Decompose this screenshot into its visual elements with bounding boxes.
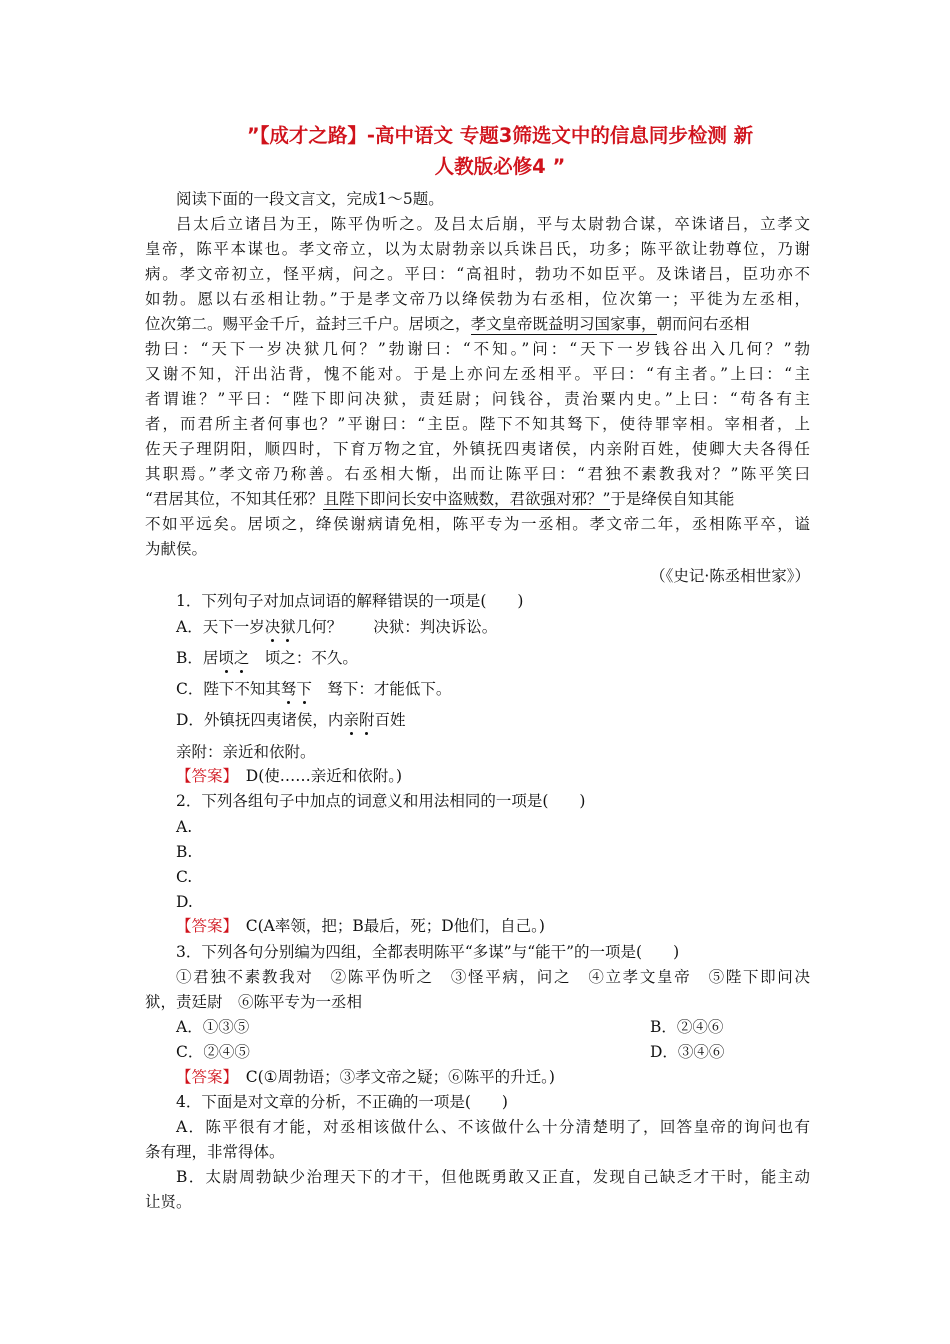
document-title-line-2: 人教版必修4 ” (434, 155, 566, 178)
question-3-items: 狱，责廷尉 ⑥陈平专为一丞相 (145, 993, 363, 1011)
question-4-option-a-cont: 条有理，非常得体。 (145, 1143, 285, 1161)
question-3-options-row (176, 1041, 810, 1063)
passage-source: （《史记·陈丞相世家》） (650, 567, 810, 585)
question-2-option-a: A. (176, 818, 193, 836)
underlined-phrase: 且陛下即问长安中盗贼数，君欲强对邪？” (323, 490, 611, 508)
question-3-stem: 3．下列各句分别编为四组，全都表明陈平“多谋”与“能干”的一项是( ) (176, 943, 680, 961)
question-1-option-d-gloss: 亲附：亲近和依附。 (176, 743, 316, 761)
option-text: D．外镇抚四夷诸侯，内 (176, 711, 344, 729)
passage-text: 朝而问右丞相 (656, 315, 750, 333)
dotted-char: 顷 (218, 649, 234, 667)
underlined-phrase: 孝文皇帝既益明习国家事， (470, 315, 657, 333)
answer-text: D(使……亲近和依附。) (230, 767, 403, 785)
question-2-answer (176, 915, 810, 937)
question-1-answer (176, 765, 810, 787)
passage-line: 为献侯。 (145, 540, 208, 558)
dotted-char: 下 (296, 680, 312, 698)
answer-text: C(A率领，把；B最后，死；D他们，自己。) (230, 917, 545, 935)
passage-line (145, 488, 810, 510)
option-text: 几何？ 决狱：判决诉讼。 (295, 618, 498, 636)
passage-line: 不如平远矣。居顷之，绛侯谢病请免相，陈平专为一丞相。孝文帝二年，丞相陈平卒，谥 (145, 515, 810, 533)
question-1-option-d (176, 709, 810, 731)
question-2-option-b: B. (176, 843, 193, 861)
dotted-char: 之 (233, 649, 250, 667)
question-3-items: ①君独不素教我对 ②陈平伪听之 ③怪平病，问之 ④立孝文皇帝 ⑤陛下即问决 (176, 968, 810, 986)
answer-tag: 【答案】 (176, 1068, 231, 1086)
dotted-char: 驽 (280, 680, 297, 698)
answer-tag: 【答案】 (176, 917, 231, 935)
question-2-option-d: D. (176, 893, 193, 911)
passage-line: 又谢不知，汗出沾背，愧不能对。于是上亦问左丞相平。平曰：“有主者。”上曰：“主 (145, 365, 810, 383)
question-2-option-c: C. (176, 868, 193, 886)
answer-text: C(①周勃语；③孝文帝之疑；⑥陈平的升迁。) (230, 1068, 555, 1086)
dotted-char: 亲 (343, 711, 359, 729)
question-4-stem: 4．下面是对文章的分析，不正确的一项是( ) (176, 1093, 508, 1111)
question-1-option-c (176, 678, 810, 700)
question-1-stem: 1．下列句子对加点词语的解释错误的一项是( ) (176, 592, 524, 610)
question-3-options-row (176, 1016, 810, 1038)
question-3-answer (176, 1066, 810, 1088)
question-3-option-b: B．②④⑥ (650, 1018, 724, 1036)
passage-line: 其职焉。”孝文帝乃称善。右丞相大惭，出而让陈平曰：“君独不素教我对？”陈平笑曰 (145, 465, 810, 483)
passage-text: 于是绛侯自知其能 (610, 490, 735, 508)
passage-text: “君居其位，不知其任邪？ (145, 490, 324, 508)
question-3-option-a: A．①③⑤ (176, 1018, 250, 1036)
option-text: 百姓 (374, 711, 406, 729)
question-2-stem: 2．下列各组句子中加点的词意义和用法相同的一项是( ) (176, 792, 586, 810)
option-text: A．天下一岁 (176, 618, 265, 636)
document-title-line-1: ”【成才之路】-高中语文 专题3筛选文中的信息同步检测 新 (246, 124, 754, 147)
dotted-char: 狱 (280, 618, 296, 636)
passage-line: 吕太后立诸吕为王，陈平伪听之。及吕太后崩，平与太尉勃合谋，卒诛诸吕，立孝文 (176, 215, 810, 233)
question-3-option-c: C．②④⑤ (176, 1043, 250, 1061)
question-1-option-a (176, 616, 810, 638)
passage-line: 者，而君所主者何事也？”平谢曰：“主臣。陛下不知其驽下，使待罪宰相。宰相者，上 (145, 415, 810, 433)
question-1-option-b (176, 647, 810, 669)
dotted-char: 决 (264, 618, 281, 636)
passage-line: 者谓谁？”平曰：“陛下即问决狱，责廷尉；问钱谷，责治粟内史。”上曰：“苟各有主 (145, 390, 810, 408)
passage-line (145, 313, 810, 335)
option-text: 顷之：不久。 (249, 649, 358, 667)
passage-line: 佐天子理阴阳，顺四时，下育万物之宜，外镇抚四夷诸侯，内亲附百姓，使卿大夫各得任 (145, 440, 810, 458)
question-4-option-a: A．陈平很有才能，对丞相该做什么、不该做什么十分清楚明了，回答皇帝的询问也有 (176, 1118, 810, 1136)
answer-tag: 【答案】 (176, 767, 231, 785)
passage-line: 皇帝，陈平本谋也。孝文帝立，以为太尉勃亲以兵诛吕氏，功多；陈平欲让勃尊位，乃谢 (145, 240, 810, 258)
passage-line: 如勃。愿以右丞相让勃。”于是孝文帝乃以绛侯勃为右丞相，位次第一；平徙为左丞相， (145, 290, 810, 308)
passage-line: 勃曰：“天下一岁决狱几何？”勃谢曰：“不知。”问：“天下一岁钱谷出入几何？”勃 (145, 340, 810, 358)
option-text: B．居 (176, 649, 219, 667)
question-4-option-b: B．太尉周勃缺少治理天下的才干，但他既勇敢又正直，发现自己缺乏才干时，能主动 (176, 1168, 810, 1186)
dotted-char: 附 (358, 711, 375, 729)
option-text: 驽下：才能低下。 (311, 680, 452, 698)
passage-text: 位次第二。赐平金千斤，益封三千户。居顷之， (145, 315, 471, 333)
instructions: 阅读下面的一段文言文，完成1～5题。 (176, 190, 444, 208)
question-3-option-d: D．③④⑥ (650, 1043, 725, 1061)
question-4-option-b-cont: 让贤。 (145, 1193, 192, 1211)
option-text: C．陛下不知其 (176, 680, 281, 698)
passage-line: 病。孝文帝初立，怪平病，问之。平曰：“高祖时，勃功不如臣平。及诛诸吕，臣功亦不 (145, 265, 810, 283)
